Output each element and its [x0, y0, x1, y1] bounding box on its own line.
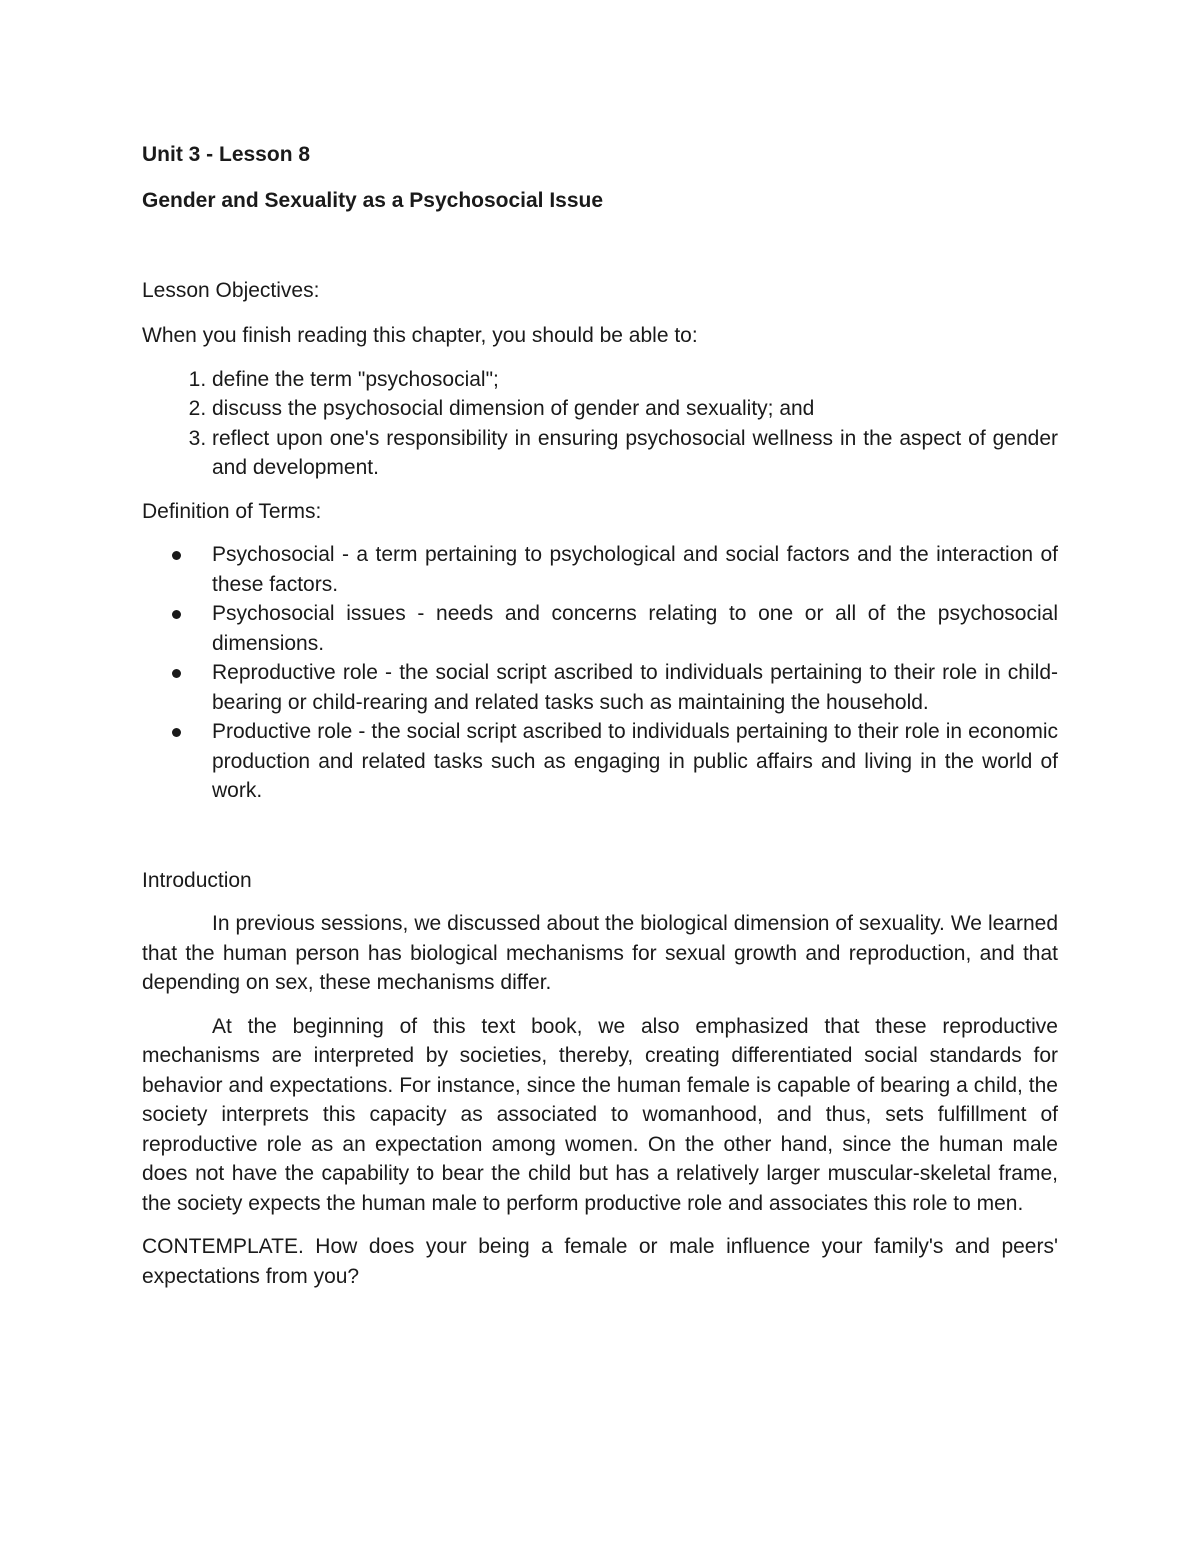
term-text: Psychosocial issues - needs and concerns relating to one or all of the psychosocial dimensions.	[212, 602, 1058, 655]
objective-item: 2. discuss the psychosocial dimension of gender and sexuality; and	[212, 394, 1058, 424]
objective-item: 1. define the term "psychosocial";	[212, 365, 1058, 395]
bullet-icon	[172, 669, 181, 678]
objectives-intro: When you finish reading this chapter, you should be able to:	[142, 324, 698, 347]
document-page	[142, 140, 1058, 1291]
bullet-icon	[172, 551, 181, 560]
document-title: Gender and Sexuality as a Psychosocial Issue	[142, 189, 604, 212]
bullet-icon	[172, 610, 181, 619]
terms-list	[142, 540, 1058, 806]
term-item	[212, 599, 1058, 658]
term-text: Productive role - the social script ascribed to individuals pertaining to their role in economic production and related tasks such as engaging in public affairs and living in the world of work.	[212, 720, 1058, 802]
term-item	[212, 658, 1058, 717]
contemplate-paragraph: CONTEMPLATE. How does your being a female or male influence your family's and peers' expectations from you?	[142, 1235, 1058, 1288]
objectives-heading: Lesson Objectives:	[142, 278, 320, 302]
introduction-heading: Introduction	[142, 868, 252, 892]
body-paragraph: At the beginning of this text book, we also emphasized that these reproductive mechanisms are interpreted by societies, thereby, creating differentiated social standards for behavior and expectations. For instance, since the human female is capable of bearing a child, the society interprets this capacity as associated to womanhood, and thus, sets fulfillment of reproductive role as an expectation among women. On the other hand, since the human male does not have the capability to bear the child but has a relatively larger muscular-skeletal frame, the society expects the human male to perform productive role and associates this role to men.	[142, 1014, 1058, 1215]
terms-heading: Definition of Terms:	[142, 499, 322, 523]
term-item	[212, 717, 1058, 806]
body-paragraph: In previous sessions, we discussed about the biological dimension of sexuality. We learned that the human person has biological mechanisms for sexual growth and reproduction, and that depending on sex, these mechanisms differ.	[142, 912, 1058, 994]
term-text: Reproductive role - the social script ascribed to individuals pertaining to their role in child-bearing or child-rearing and related tasks such as maintaining the household.	[212, 661, 1058, 714]
objectives-list	[142, 365, 1058, 483]
term-item	[212, 540, 1058, 599]
bullet-icon	[172, 728, 181, 737]
unit-heading: Unit 3 - Lesson 8	[142, 143, 311, 166]
term-text: Psychosocial - a term pertaining to psychological and social factors and the interaction of these factors.	[212, 543, 1058, 596]
objective-item: 3. reflect upon one's responsibility in ensuring psychosocial wellness in the aspect of gender and development.	[212, 424, 1058, 483]
